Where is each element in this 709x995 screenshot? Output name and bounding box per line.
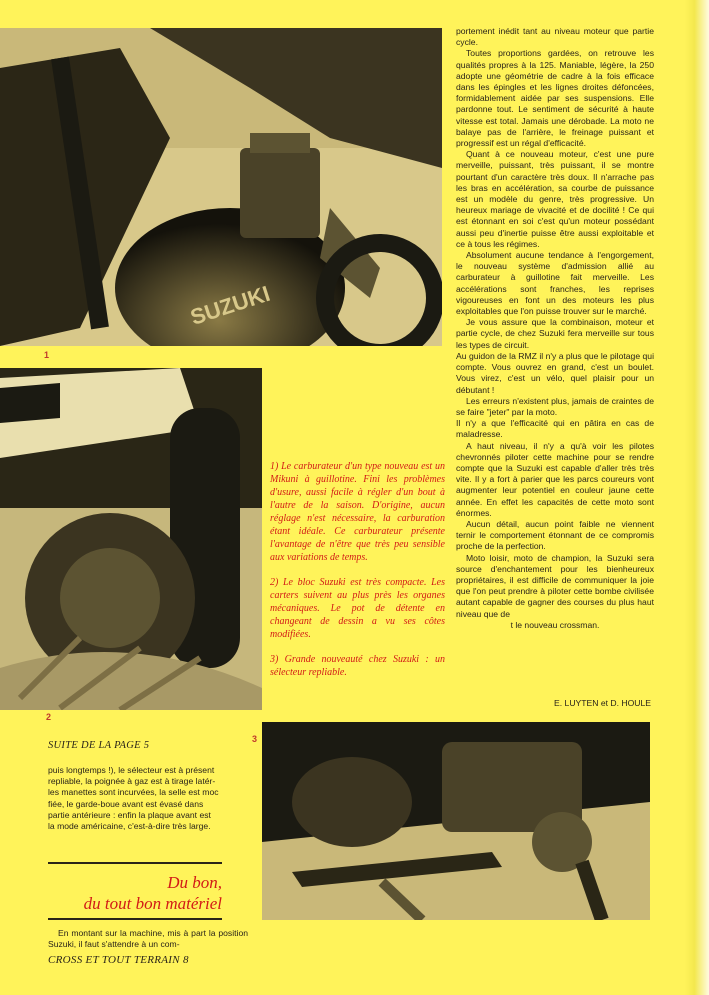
article-paragraph: Toutes proportions gardées, on retrouve les qualités propres à la 125. Maniable, légère, la 250 adopte une géométrie de cadre à la fois efficace dans les épingles et les lignes droites défoncées, formidablement aidée par ses suspensions. Elle pardonne tout. Le sentiment de sécurité à haute vitesse est total. Jamais une dérobade. La moto ne balaye pas de l'arrière, le freinage puissant et progressif est un régal d'efficacité. [456, 48, 654, 149]
continued-line: les manettes sont incurvées, la selle est moc [48, 787, 219, 798]
article-paragraph: Il n'y a que l'efficacité qui en pâtira en cas de maladresse. [456, 418, 654, 440]
lead-paragraph: En montant sur la machine, mis à part la position Suzuki, il faut s'attendre à un com- [48, 928, 248, 950]
photo-engine [0, 28, 442, 346]
continued-line: la mode américaine, c'est-à-dire très large. [48, 821, 211, 832]
photo-number-1: 1 [44, 350, 50, 360]
photo-number-3: 3 [252, 734, 258, 744]
photo-shifter [262, 722, 650, 920]
article-paragraph: t le nouveau crossman. [510, 619, 600, 630]
article-paragraph: Aucun détail, aucun point faible ne viennent ternir le comportement étonnant de ce compromis proche de la perfection. [456, 518, 654, 552]
article-paragraph: Quant à ce nouveau moteur, c'est une pure merveille, puissant, très puissant, il se montre pourtant d'un caractère très doux. Il n'arrache pas les bras en accélération, sa courbe de puissance est un modèle du genre, très progressive. Un heureux mariage de vivacité et de docilité ! Ce qui est étonnant en soi c'est qu'un moteur possédant aussi peu d'inertie puisse être aussi exploitable et ce à tous les régimes. [456, 149, 654, 249]
motorcycle-shifter-icon [262, 722, 650, 920]
photo-front-wheel [0, 368, 262, 710]
caption-2: 2) Le bloc Suzuki est très compacte. Les carters suivent au plus près les organes mécaniques. Le pot de détente en changeant de dessin a vu ses côtes modifiées. [270, 577, 445, 640]
photo-captions [270, 460, 445, 691]
suzuki-logo-text: SUZUKI [187, 280, 273, 330]
article-paragraph: Absolument aucune tendance à l'engorgement, le nouveau système d'admission allié au carburateur à guillotine fait merveille. Les accélérations sont franches, les reprises vigoureuses en font un des moteurs les plus exploitables que l'on puisse trouver sur le marché. [456, 250, 654, 317]
motorcycle-front-wheel-icon [0, 368, 262, 710]
article-paragraph: Au guidon de la RMZ il n'y a plus que le pilotage qui compte. Vous ouvrez en grand, c'est un boulet. Vous virez, c'est un vélo, quel plaisir pour un débutant ! [456, 350, 654, 395]
author-signature: E. LUYTEN et D. HOULE [554, 698, 651, 708]
continued-line: fiée, le garde-boue avant est évasé dans [48, 798, 204, 809]
caption-3: 3) Grande nouveauté chez Suzuki : un sélecteur repliable. [270, 654, 445, 678]
subhead-line-2: du tout bon matériel [83, 894, 222, 913]
section-subhead [48, 872, 222, 914]
article-right-column [456, 26, 654, 631]
continued-line: puis longtemps !), le sélecteur est à présent [48, 765, 215, 775]
motorcycle-engine-icon [0, 28, 442, 346]
article-paragraph: portement inédit tant au niveau moteur que partie cycle. [456, 26, 654, 48]
page-edge [685, 0, 709, 995]
article-paragraph: Moto loisir, moto de champion, la Suzuki sera source d'enchantement pour les bienheureux propriétaires, il est difficile de communiquer la joie que l'on peut prendre à piloter cette bombe civilisée autant capable de gagner des courses du plus haut niveau que de [456, 552, 654, 619]
article-paragraph: A haut niveau, il n'y a qu'à voir les pilotes chevronnés piloter cette machine pour se rendre compte que la Suzuki est capable d'aller très très vite. Il y a fort à parier que les parcs coureurs vont augmenter leur potentiel en couleur jaune cette année. En effet les capacités de cette moto sont énormes. [456, 440, 654, 518]
divider-top [48, 862, 222, 864]
section-lead-text [48, 928, 248, 950]
page-footer: CROSS ET TOUT TERRAIN 8 [48, 954, 189, 966]
subhead-line-1: Du bon, [167, 873, 222, 892]
divider-bottom [48, 918, 222, 920]
article-paragraph: Je vous assure que la combinaison, moteur et partie cycle, de chez Suzuki fera merveille sur tous les types de circuit. [456, 317, 654, 350]
caption-1: 1) Le carburateur d'un type nouveau est un Mikuni à guillotine. Fini les problèmes d'usure, aussi facile à régler d'un bout à l'autre de la saison. D'origine, aucun réglage n'est nécessaire, la carburation étant idéale. Ce carburateur présente l'avantage de n'être que très peu sensible aux variations de temps. [270, 461, 445, 563]
article-paragraph: Les erreurs n'existent plus, jamais de craintes de se faire "jeter" par la moto. [456, 395, 654, 417]
continued-line: repliable, la poignée à gaz est à tirage latér- [48, 776, 216, 787]
photo-number-2: 2 [46, 712, 52, 722]
continued-text [48, 765, 248, 832]
continued-from-title: SUITE DE LA PAGE 5 [48, 740, 150, 751]
continued-line: partie antérieure : enfin la plaque avant est [48, 809, 211, 820]
